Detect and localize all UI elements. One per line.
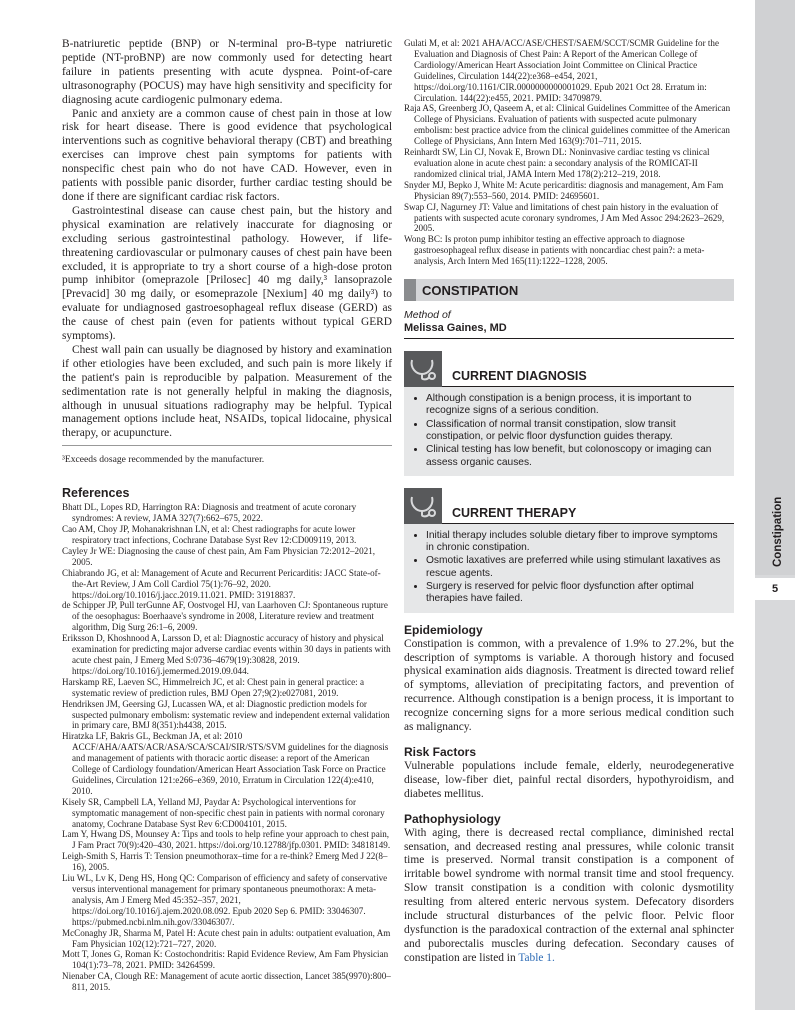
reference-item: Bhatt DL, Lopes RD, Harrington RA: Diagnosis and treatment of acute coronary syndromes: A review, JAMA 327(7):662–675, 2022. <box>62 502 357 524</box>
method-of-label: Method of <box>404 309 451 322</box>
list-item: • Surgery is reserved for pelvic floor dysfunction after optimal therapies have failed. <box>426 581 726 606</box>
pathophysiology-heading: Pathophysiology <box>404 811 501 826</box>
right-column <box>404 38 734 966</box>
section-title: CONSTIPATION <box>422 282 519 298</box>
reference-item: Lam Y, Hwang DS, Mounsey A: Tips and tools to help refine your approach to chest pain, J Fam Pract 70(9):420–430, 2021. https://doi.org/10.12788/jfp.0301. PMID: 34818149. <box>62 829 391 851</box>
list-item: • Clinical testing has low benefit, but colonoscopy or imaging can assess organic causes. <box>426 444 726 469</box>
reference-item: Chiabrando JG, et al: Management of Acute and Recurrent Pericarditis: JACC State-of-the-Art Review, J Am Coll Cardiol 75(1):76–92, 2020. https://doi.org/10.1016/j.jacc.2019.11.021. PMID: 31918837. <box>62 567 381 600</box>
paragraph: Gastrointestinal disease can cause chest pain, but the history and physical examination are relatively inaccurate for diagnosing or excluding serious gastrointestinal pathology. However, if life-threatening cardiovascular or pulmonary causes of chest pain have been excluded, it is appropriate to try a short course of a high-dose proton pump inhibitor (omeprazole [Prilosec] 40 mg daily,³ lansoprazole [Prevacid] 30 mg daily, or esomeprazole [Nexium] 40 mg daily³) to evaluate for undiagnosed gastroesophageal reflux disease (GERD) as the cause of chest pain (even for patients without typical GERD symptoms). <box>62 204 392 343</box>
table-1-link[interactable]: Table 1. <box>518 951 555 964</box>
reference-item: Leigh-Smith S, Harris T: Tension pneumothorax–time for a re-think? Emerg Med J 22(8–16), 2005. <box>62 851 388 873</box>
pathophysiology-text: With aging, there is decreased rectal compliance, diminished rectal sensation, and decreased resting anal pressures, while colonic transit time is preserved. Normal transit constipation is a component of irritable bowel syndrome with normal transit time and stool frequency. Slow transit constipation is a condition with colonic dysmotility resulting from altered enteric nervous system. Defecatory disorders include structural disturbances of the pelvic floor. Pelvic floor dysfunction is the paradoxical contraction of the external anal sphincter and puborectalis muscles during defecation. Secondary causes of constipation are listed in <box>404 826 734 964</box>
reference-item: Hendriksen JM, Geersing GJ, Lucassen WA, et al: Diagnostic prediction models for suspected pulmonary embolism: systematic review and independent external validation in primary care, BMJ 8(351):h4438, 2015. <box>62 698 390 731</box>
risk-factors-heading: Risk Factors <box>404 744 477 759</box>
current-therapy-box <box>404 524 734 613</box>
references-list-continued <box>404 38 734 267</box>
epidemiology-text: Constipation is common, with a prevalence of 1.9% to 27.2%, but the description of symptoms is variable. A thorough history and focused physical examination aids diagnosis. Treatment is directed toward relief of symptoms, alleviation of precipitating factors, and prevention of recurrence. Although constipation is a benign process, it is important to recognize concerning signs for a more serious medical condition such as malignancy. <box>404 637 734 734</box>
stethoscope-icon <box>404 488 442 524</box>
chapter-label-wrap <box>761 496 789 580</box>
left-column <box>62 38 392 993</box>
stethoscope-icon <box>404 351 442 387</box>
reference-item: Harskamp RE, Laeven SC, Himmelreich JC, et al: Chest pain in general practice: a systematic review of prediction rules, BMJ Open 27;9(2):e027081, 2019. <box>62 676 365 698</box>
section-title-bar <box>404 279 734 301</box>
reference-item: Raja AS, Greenberg JO, Qaseem A, et al: Clinical Guidelines Committee of the American College of Physicians. Evaluation of patients with suspected acute pulmonary embolism: best practice advice from the clinical guidelines committee of the American College of Physicians, Ann Intern Med 163(9):701–711, 2015. <box>404 103 731 147</box>
reference-item: Nienaber CA, Clough RE: Management of acute aortic dissection, Lancet 385(9970):800–811, 2015. <box>62 971 391 993</box>
reference-item: Mott T, Jones G, Roman K: Costochondritis: Rapid Evidence Review, Am Fam Physician 104(1):73–78, 2021. PMID: 34264599. <box>62 949 389 971</box>
paragraph: Chest wall pain can usually be diagnosed by history and examination if other etiologies have been excluded, and such pain is more likely if the patient's pain is reproducible by palpation. Measurement of the sedimentation rate is not generally helpful in making the diagnosis, although in unusual situations radiography may be helpful. Typical management options include heat, NSAIDs, topical lidocaine, physical therapy, or acupuncture. <box>62 343 392 440</box>
chapter-label: Constipation <box>772 496 784 567</box>
reference-item: Gulati M, et al: 2021 AHA/ACC/ASE/CHEST/SAEM/SCCT/SCMR Guideline for the Evaluation and Diagnosis of Chest Pain: A Report of the American College of Cardiology/American Heart Association Joint Committee on Clinical Practice Guidelines, Circulation 144(22):e368–e454, 2021, https://doi.org/10.1161/CIR.0000000000001029. Epub 2021 Oct 28. Erratum in: Circulation. 144(22):e455, 2021. PMID: 34709879. <box>404 38 720 103</box>
author-name: Melissa Gaines, MD <box>404 322 734 339</box>
current-diagnosis-header <box>404 351 734 387</box>
chapter-tab-sidebar <box>755 0 795 1010</box>
reference-item: Cayley Jr WE: Diagnosing the cause of chest pain, Am Fam Physician 72:2012–2021, 2005. <box>62 545 376 567</box>
reference-item: Reinhardt SW, Lin CJ, Novak E, Brown DL: Noninvasive cardiac testing vs clinical evaluation alone in acute chest pain: a secondary analysis of the ROMICAT-II randomized clinical trial, JAMA Intern Med 178(2):212–219, 2018. <box>404 147 710 179</box>
paragraph: Panic and anxiety are a common cause of chest pain in those at low risk for heart disease. There is good evidence that psychological interventions such as cognitive behavioral therapy (CBT) and breathing exercises can improve chest pain symptoms for patients with nonspecific chest pain who do not have CAD. However, even in patients with possible panic disorder, further cardiac testing should be done if there are significant cardiac risk factors. <box>62 107 392 203</box>
current-therapy-header <box>404 488 734 524</box>
list-item: • Osmotic laxatives are preferred while using stimulant laxatives as rescue agents. <box>426 555 726 580</box>
reference-item: McConaghy JR, Sharma M, Patel H: Acute chest pain in adults: outpatient evaluation, Am Fam Physician 102(12):721–727, 2020. <box>62 927 391 949</box>
reference-item: Kisely SR, Campbell LA, Yelland MJ, Paydar A: Psychological interventions for symptomatic management of non-specific chest pain in patients with normal coronary anatomy, Cochrane Database Syst Rev 6:CD004101, 2015. <box>62 796 385 829</box>
current-diagnosis-box <box>404 387 734 476</box>
current-diagnosis-title: CURRENT DIAGNOSIS <box>442 369 734 387</box>
reference-item: Cao AM, Choy JP, Mohanakrishnan LN, et al: Chest radiographs for acute lower respiratory tract infections, Cochrane Database Syst Rev 12:CD009119, 2013. <box>62 524 357 545</box>
references-heading: References <box>62 486 130 501</box>
section-marker <box>404 279 416 301</box>
risk-factors-text: Vulnerable populations include female, elderly, neurodegenerative disease, low-fiber diet, painful rectal disorders, hypothyroidism, and diabetes mellitus. <box>404 759 734 800</box>
references-list <box>62 502 392 993</box>
current-therapy-title: CURRENT THERAPY <box>442 506 734 524</box>
page-number: 5 <box>755 578 795 600</box>
reference-item: Swap CJ, Nagurney JT: Value and limitations of chest pain history in the evaluation of patients with suspected acute coronary syndromes, J Am Med Assoc 294:2623–2629, 2005. <box>404 201 725 234</box>
list-item: • Although constipation is a benign process, it is important to recognize signs of a serious condition. <box>426 393 726 418</box>
reference-item: Liu WL, Lv K, Deng HS, Hong QC: Comparison of efficiency and safety of conservative versus interventional management for primary spontaneous pneumothorax: A meta-analysis, Am J Emerg Med 45:352–357, 2021, https://doi.org/10.1016/j.ajem.2020.08.092. Epub 2020 Sep 6. PMID: 33046307. https://pubmed.ncbi.nlm.nih.gov/33046307/. <box>62 873 388 927</box>
reference-item: Wong BC: Is proton pump inhibitor testing an effective approach to diagnose gastroesophageal reflux disease in patients with noncardiac chest pain?: a meta-analysis, Arch Intern Med 165(11):1222–1228, 2005. <box>404 234 705 267</box>
reference-item: de Schipper JP, Pull terGunne AF, Oostvogel HJ, van Laarhoven CJ: Spontaneous rupture of the oesophagus: Boerhaave's syndrome in 2008, Literature review and treatment algorithm, Dig Surg 26:1–6, 2009. <box>62 600 388 633</box>
reference-item: Snyder MJ, Bepko J, White M: Acute pericarditis: diagnosis and management, Am Fam Physician 89(7):553–560, 2014. PMID: 24695601. <box>404 179 724 201</box>
reference-item: Eriksson D, Khoshnood A, Larsson D, et al: Diagnostic accuracy of history and physical examination for predicting major adverse cardiac events within 30 days in patients with acute chest pain, J Emerg Med S:0736–4679(19):30828, 2019. https://doi.org/10.1016/j.jemermed.2019.09.044. <box>62 633 391 676</box>
list-item: • Classification of normal transit constipation, slow transit constipation, or pelvic floor dysfunction guides therapy. <box>426 419 726 444</box>
footnote: ³Exceeds dosage recommended by the manufacturer. <box>62 445 392 466</box>
epidemiology-heading: Epidemiology <box>404 622 483 637</box>
paragraph: B-natriuretic peptide (BNP) or N-terminal pro-B-type natriuretic peptide (NT-proBNP) are now commonly used for detecting heart failure in patients presenting with acute dyspnea. Point-of-care ultrasonography (POCUS) may have high sensitivity and specificity for diagnosing acute cardiogenic pulmonary edema. <box>62 38 392 106</box>
list-item: • Initial therapy includes soluble dietary fiber to improve symptoms in chronic constipation. <box>426 530 726 555</box>
reference-item: Hiratzka LF, Bakris GL, Beckman JA, et al: 2010 ACCF/AHA/AATS/ACR/ASA/SCA/SCAI/SIR/STS/SVM guidelines for the diagnosis and management of patients with thoracic aortic disease: a report of the American College of Cardiology foundation/American Heart Association Task Force on Practice Guidelines, Circulation 121:e266–e369, 2010, Erratum in Circulation 122(4):e410, 2010. <box>62 731 389 796</box>
pathophysiology-paragraph <box>404 827 734 966</box>
